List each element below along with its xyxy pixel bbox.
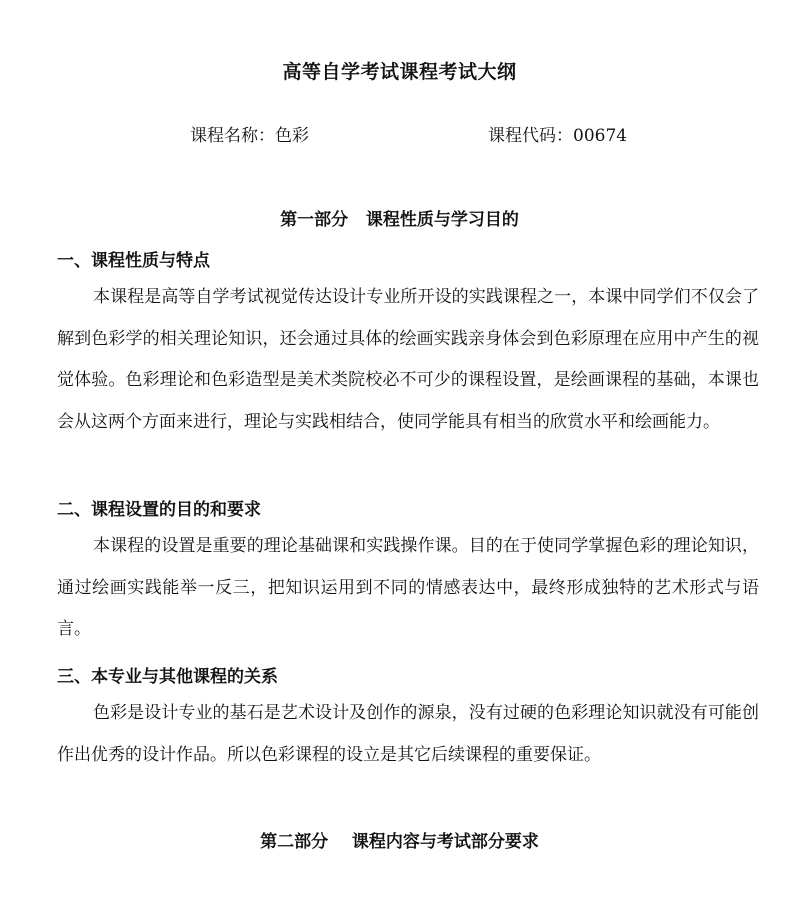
section-body-relationship: 色彩是设计专业的基石是艺术设计及创作的源泉，没有过硬的色彩理论知识就没有可能创作出优秀的设计作品。所以色彩课程的设立是其它后续课程的重要保证。: [57, 703, 759, 765]
section-heading-purpose: 二、课程设置的目的和要求: [57, 500, 261, 520]
section-body-purpose: 本课程的设置是重要的理论基础课和实践操作课。目的在于使同学掌握色彩的理论知识，通过绘画实践能举一反三，把知识运用到不同的情感表达中，最终形成独特的艺术形式与语言。: [57, 536, 759, 639]
part-two-heading: 第二部分 课程内容与考试部分要求: [260, 832, 539, 852]
course-code: 课程代码：00674: [488, 126, 628, 146]
course-meta-row: [0, 121, 799, 145]
section-body-nature: 本课程是高等自学考试视觉传达设计专业所开设的实践课程之一，本课中同学们不仅会了解到色彩学的相关理论知识，还会通过具体的绘画实践亲身体会到色彩原理在应用中产生的视觉体验。色彩理论和色彩造型是美术类院校必不可少的课程设置，是绘画课程的基础，本课也会从这两个方面来进行，理论与实践相结合，使同学能具有相当的欣赏水平和绘画能力。: [57, 287, 759, 432]
course-name: 课程名称：色彩: [190, 126, 309, 146]
section-heading-nature: 一、课程性质与特点: [57, 251, 210, 271]
part-one-heading: 第一部分 课程性质与学习目的: [280, 210, 519, 230]
document-title: 高等自学考试课程考试大纲: [282, 61, 517, 83]
section-heading-relationship: 三、本专业与其他课程的关系: [57, 667, 278, 687]
